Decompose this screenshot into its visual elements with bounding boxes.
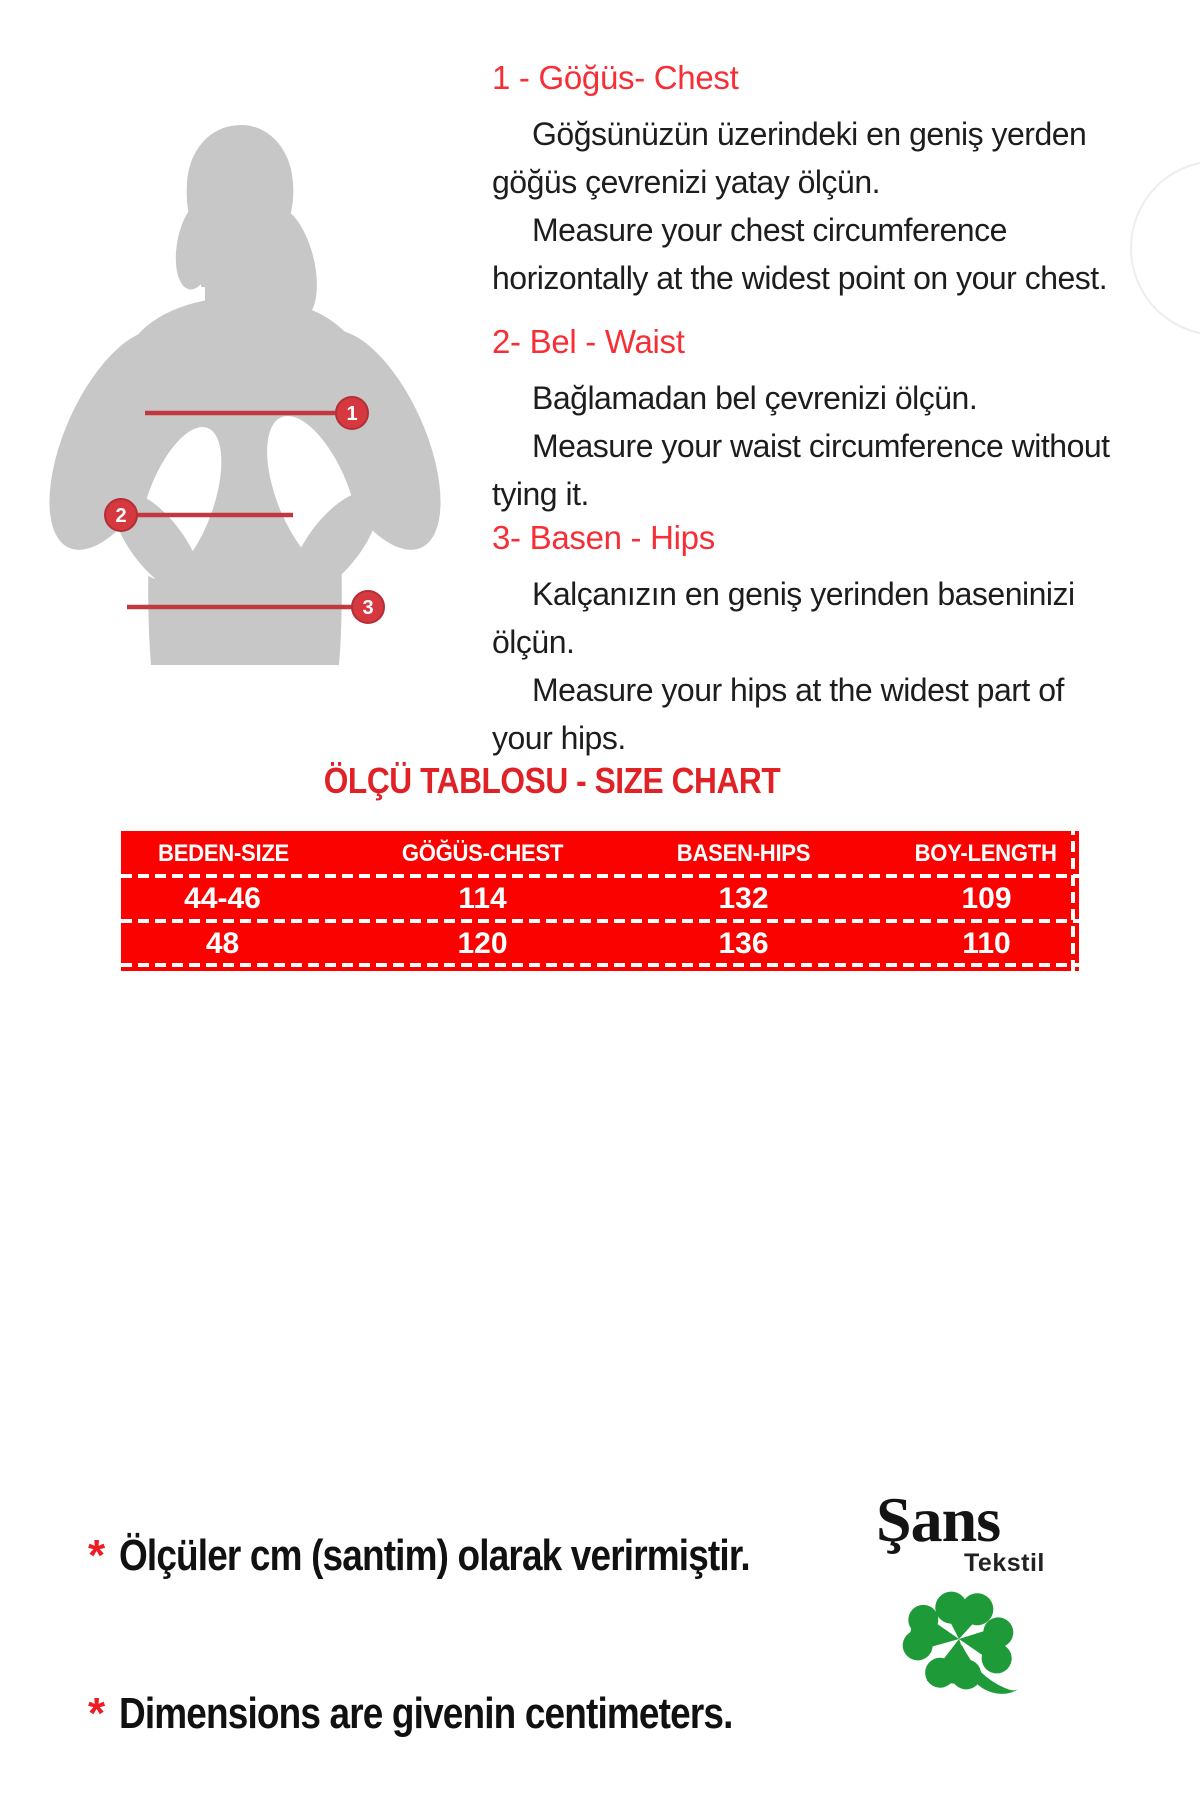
section-chest-line: Göğsünüzün üzerindeki en geniş yerden [532,116,1087,152]
footnote-text: Ölçüler cm (santim) olarak verirmiştir. [119,1531,750,1580]
body-silhouette-figure [45,95,445,670]
section-hips-line: ölçün. [492,624,575,660]
section-waist-line: Bağlamadan bel çevrenizi ölçün. [532,380,978,416]
table-cell-hips: 136 [718,926,769,960]
section-hips-line: Measure your hips at the widest part of [532,672,1064,708]
table-row [121,921,1079,966]
section-waist-heading: 2- Bel - Waist [492,323,685,360]
marker-3-label: 3 [362,597,374,619]
clover-icon [893,1583,1045,1709]
section-chest-line: göğüs çevrenizi yatay ölçün. [492,164,880,200]
table-cell-chest: 114 [458,881,507,915]
section-chest-line: Measure your chest circumference [532,212,1007,248]
footnote-cm-turkish [88,1530,870,1582]
table-header-basen-hips: BASEN-HIPS [676,839,811,867]
section-waist [492,320,1182,518]
section-hips-heading: 3- Basen - Hips [492,519,715,556]
table-row [121,876,1079,921]
table-header-row [121,831,1079,876]
table-header-boy-length: BOY-LENGTH [914,839,1057,867]
table-cell-length: 109 [961,881,1012,915]
table-header-gogus-chest: GÖĞÜS-CHEST [401,839,564,867]
asterisk-icon: * [88,1531,106,1580]
table-cell-chest: 120 [457,926,508,960]
asterisk-icon: * [88,1689,106,1738]
section-waist-line: Measure your waist circumference without [532,428,1110,464]
section-hips-line: Kalçanızın en geniş yerinden baseninizi [532,576,1075,612]
footnote-text: Dimensions are givenin centimeters. [119,1689,733,1738]
table-dashed-right-border [1071,831,1075,971]
section-chest [492,56,1182,302]
table-cell-size: 48 [205,926,240,960]
size-chart-title: ÖLÇÜ TABLOSU - SIZE CHART [323,760,781,801]
section-chest-line: horizontally at the widest point on your chest. [492,260,1108,296]
size-chart-table [121,831,1079,971]
silhouette-svg [45,95,445,670]
silhouette-body [45,125,445,665]
table-cell-hips: 132 [718,881,769,915]
table-dashed-bottom-border [121,963,1079,967]
table-header-beden-size: BEDEN-SIZE [158,839,290,867]
section-waist-line: tying it. [492,476,589,512]
marker-1-label: 1 [346,403,358,425]
table-cell-length: 110 [962,926,1011,960]
marker-2-label: 2 [115,505,127,527]
section-hips-line: your hips. [492,720,626,756]
footnote-cm-english [88,1688,850,1740]
table-cell-size: 44-46 [184,881,261,915]
brand-subtitle: Tekstil [964,1549,1045,1577]
table-dashed-divider [121,919,1079,923]
brand-wordmark: Şans [876,1484,1001,1555]
table-dashed-divider [121,874,1079,878]
section-chest-heading: 1 - Göğüs- Chest [492,59,739,96]
section-hips [492,516,1182,762]
